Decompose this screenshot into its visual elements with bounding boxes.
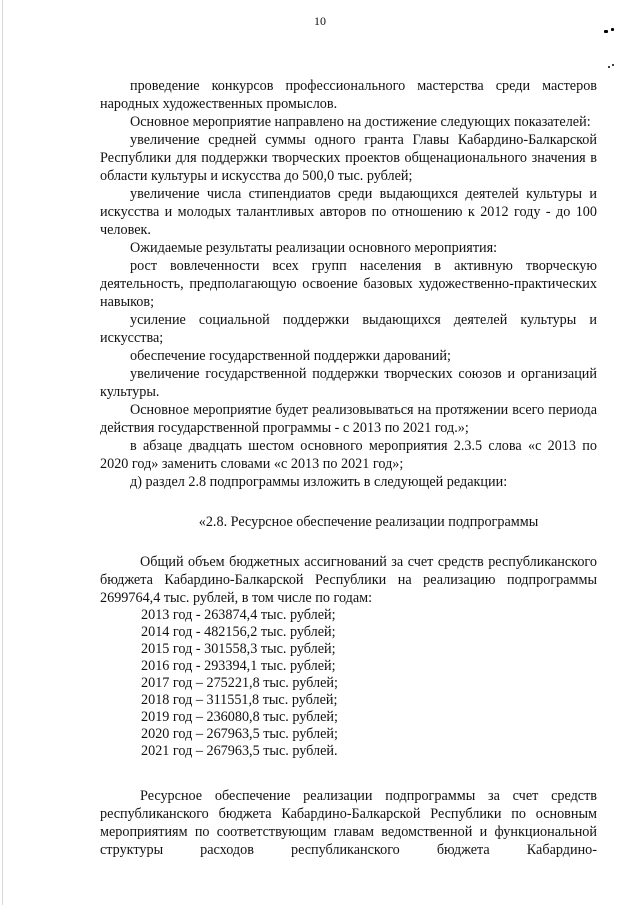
- paragraph: Основное мероприятие будет реализовываться на протяжении всего периода действия государственной программы - с 2013 по 2021 год.»;: [100, 402, 597, 436]
- year-item: 2013 год - 263874,4 тыс. рублей;: [141, 607, 336, 623]
- year-item: 2017 год – 275221,8 тыс. рублей;: [141, 675, 338, 691]
- scan-speck: [611, 28, 614, 31]
- paragraph: д) раздел 2.8 подпрограммы изложить в следующей редакции:: [130, 474, 508, 490]
- scan-edge-line: [2, 0, 3, 905]
- final-paragraph: Ресурсное обеспечение реализации подпрограммы за счет средств республиканского бюджета Кабардино-Балкарской Республики по основным мероприятиям по соответствующим главам ведомственной и функциональной структуры расходов республиканского бюджета Кабардино-: [100, 788, 597, 858]
- total-funding-paragraph: Общий объем бюджетных ассигнований за счет средств республиканского бюджета Кабардино-Балкарской Республики на реализацию подпрограммы 2699764,4 тыс. рублей, в том числе по годам:: [100, 554, 597, 606]
- paragraph: обеспечение государственной поддержки дарований;: [130, 348, 451, 364]
- year-item: 2015 год - 301558,3 тыс. рублей;: [141, 641, 336, 657]
- year-item: 2014 год - 482156,2 тыс. рублей;: [141, 624, 336, 640]
- year-item: 2019 год – 236080,8 тыс. рублей;: [141, 709, 338, 725]
- year-item: 2020 год – 267963,5 тыс. рублей;: [141, 726, 338, 742]
- year-item: 2016 год - 293394,1 тыс. рублей;: [141, 658, 336, 674]
- year-item: 2018 год – 311551,8 тыс. рублей;: [141, 692, 338, 708]
- paragraph: усиление социальной поддержки выдающихся деятелей культуры и искусства;: [100, 312, 597, 346]
- document-body: [100, 77, 597, 859]
- paragraph: увеличение средней суммы одного гранта Главы Кабардино-Балкарской Республики для поддержки творческих проектов общенационального значения в области культуры и искусства до 500,0 тыс. рублей;: [100, 132, 597, 184]
- page-number: 10: [314, 14, 326, 28]
- scan-speck: [604, 30, 608, 33]
- paragraph: рост вовлеченности всех групп населения в активную творческую деятельность, предполагающую освоение базовых художественно-практических навыков;: [100, 258, 597, 310]
- paragraph: увеличение государственной поддержки творческих союзов и организаций культуры.: [100, 366, 597, 400]
- year-item: 2021 год – 267963,5 тыс. рублей.: [141, 743, 338, 759]
- paragraph: в абзаце двадцать шестом основного мероприятия 2.3.5 слова «с 2013 по 2020 год» заменить словами «с 2013 по 2021 год»;: [100, 438, 597, 472]
- section-heading: «2.8. Ресурсное обеспечение реализации подпрограммы: [198, 514, 539, 530]
- paragraph: проведение конкурсов профессионального мастерства среди мастеров народных художественных промыслов.: [100, 78, 597, 112]
- funding-by-year-list: [100, 607, 597, 760]
- paragraph: Основное мероприятие направлено на достижение следующих показателей:: [130, 114, 591, 130]
- scan-speck: [612, 64, 614, 66]
- scan-speck: [608, 66, 610, 68]
- paragraph: увеличение числа стипендиатов среди выдающихся деятелей культуры и искусства и молодых талантливых авторов по отношению к 2012 году - до 100 человек.: [100, 186, 597, 238]
- paragraph: Ожидаемые результаты реализации основного мероприятия:: [130, 240, 498, 256]
